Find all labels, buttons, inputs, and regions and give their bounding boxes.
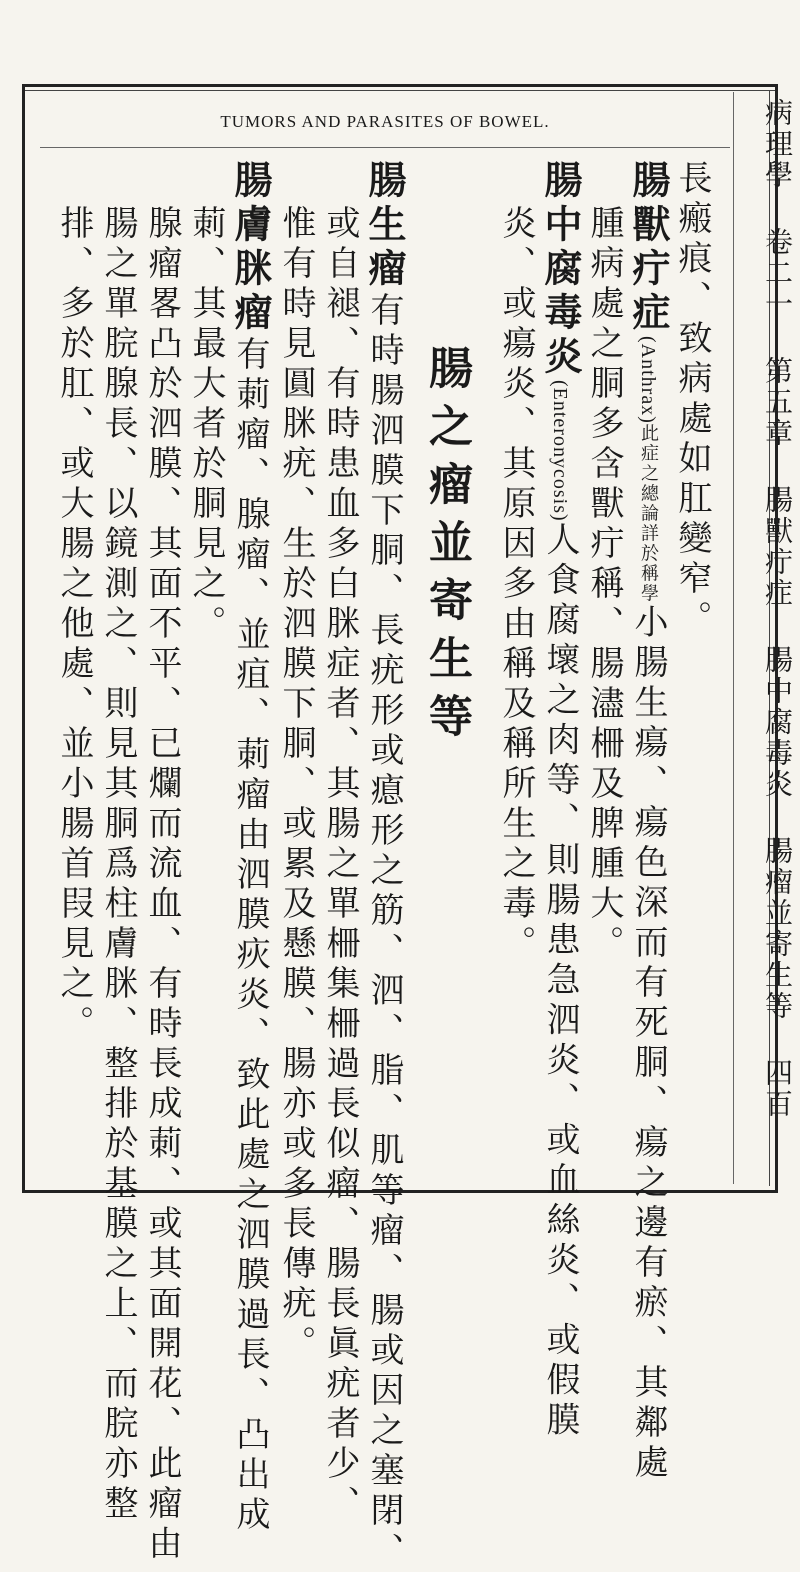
column-text: 排、多於肛、或大腸之他處、並小腸首叚見之。 [54, 205, 94, 1045]
term-tumor: 腸生瘤 [362, 160, 407, 292]
page-border-left [22, 84, 25, 1192]
text-column-14 [54, 205, 94, 1045]
column-text: 長瘢痕、致病處如肛變窄。 [672, 160, 712, 640]
running-head: 病理學 卷二一 第五章 腸獸疔症 腸中腐毒炎 腸瘤並寄生等 四百 [761, 98, 794, 1120]
text-column-7 [362, 160, 407, 1572]
column-text: 或自褪、有時患血多白脒症者、其腸之單柵集柵過長似瘤、腸長眞疣者少、 [320, 205, 360, 1525]
column-text: 腫病處之胴多含獸疔稱、腸濜柵及脾腫大。 [584, 205, 624, 965]
text-column-4 [538, 160, 583, 1442]
text-column-11 [186, 205, 226, 645]
text-column-13 [98, 205, 138, 1525]
term-anthrax: 腸獸疔症 [626, 160, 671, 336]
text-column-1 [672, 160, 712, 640]
text-column-3 [584, 205, 624, 965]
column-text: 炎、或瘍炎、其原因多由稱及稱所生之毒。 [496, 205, 536, 965]
text-column-12 [142, 205, 182, 1565]
latin-term: (Anthrax) [637, 336, 659, 424]
page-border-top [22, 84, 778, 87]
column-text: 人食腐壞之肉等、則腸患急泗炎、或血絲炎、或假膜 [540, 521, 580, 1442]
running-head-divider [733, 92, 734, 1184]
header-rule [40, 147, 730, 148]
text-column-9 [276, 205, 316, 1365]
column-text: 有時腸泗膜下胴、長疣形或瘜形之筋、泗、脂、肌等瘤、腸或因之塞閉、 [364, 292, 404, 1572]
text-column-2 [626, 160, 671, 1484]
column-text: 小腸生瘍、瘍色深而有死胴、瘍之邊有瘀、其鄰處 [628, 603, 668, 1484]
column-text: 腺瘤畧凸於泗膜、其面不平、已爛而流血、有時長成莿、或其面開花、此瘤由 [142, 205, 182, 1565]
text-column-8 [320, 205, 360, 1525]
column-text: 莿、其最大者於胴見之。 [186, 205, 226, 645]
text-column-5 [496, 205, 536, 965]
english-title: TUMORS AND PARASITES OF BOWEL. [220, 112, 550, 131]
column-text: 有莿瘤、腺瘤、並疽、莿瘤由泗膜疢炎、致此處之泗膜過長、凸出成 [230, 336, 270, 1536]
column-text: 腸之單脘腺長、以鏡測之、則見其胴爲柱膚脒、整排於基膜之上、而脘亦整 [98, 205, 138, 1525]
column-text: 惟有時見圓脒疣、生於泗膜下胴、或累及懸膜、腸亦或多長傳疣。 [276, 205, 316, 1365]
latin-term: (Enteronycosis) [549, 380, 571, 522]
page-border-top-inner [22, 90, 778, 91]
section-heading: 腸之瘤並寄生等 [421, 345, 472, 751]
term-enteronycosis: 腸中腐毒炎 [538, 160, 583, 380]
inline-note: 此症之總論詳於稱學 [638, 423, 659, 604]
term-skin-tumor: 腸膚脒瘤 [228, 160, 273, 336]
text-column-10 [228, 160, 273, 1536]
